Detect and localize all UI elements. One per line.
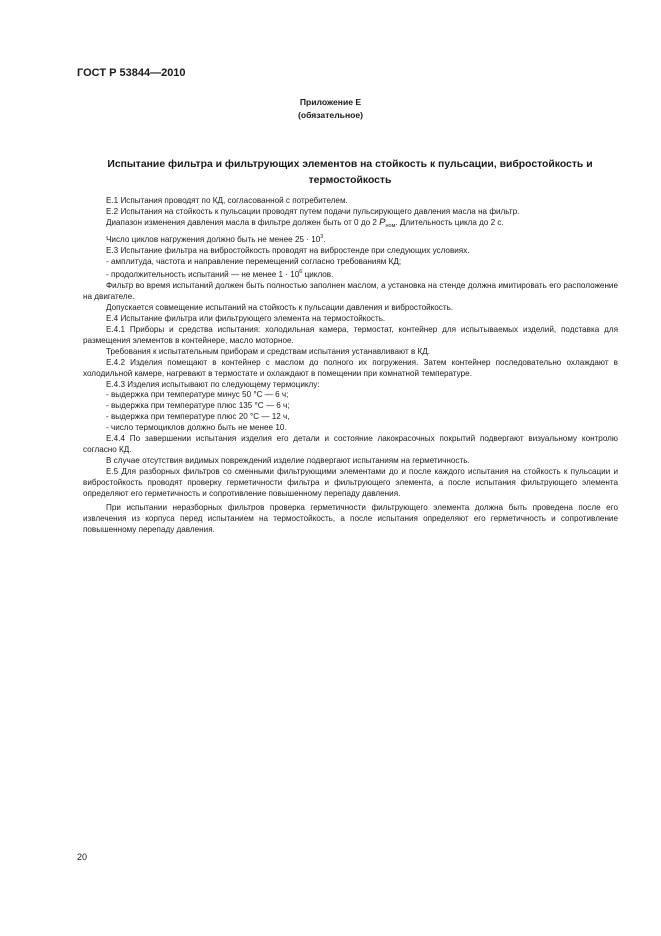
- paragraph: Е.4.4 По завершении испытания изделия его детали и состояние лакокрасочных покрытий подвергают визуальному контролю согласно КД.: [83, 434, 618, 454]
- list-item: - выдержка при температуре плюс 20 °С — 12 ч,: [106, 412, 290, 422]
- superscript: 3: [320, 233, 324, 240]
- text-run: . Длительность цикла до 2 с.: [395, 217, 504, 227]
- paragraph: Е.3 Испытание фильтра на вибростойкость проводят на вибростенде при следующих условиях.: [106, 245, 470, 255]
- text-run: Число циклов нагружения должно быть не менее 25 · 10: [106, 234, 321, 244]
- paragraph: Е.4.1 Приборы и средства испытания: холодильная камера, термостат, контейнер для испытываемых изделий, подставка для размещения элементов в контейнере, масло моторное.: [83, 324, 618, 345]
- appendix-label: Приложение Е: [299, 97, 362, 107]
- body-text: [83, 196, 618, 536]
- paragraph: При испытании неразборных фильтров проверка герметичности фильтрующего элемента должна быть проведена после его извлечения из корпуса перед испытанием на термостойкость, а после испытания определяют его герметичность и сопротивление повышенному перепаду давления.: [83, 503, 618, 535]
- appendix-status: (обязательное): [297, 110, 364, 120]
- paragraph: Е.5 Для разборных фильтров со сменными фильтрующими элементами до и после каждого испытания на стойкость к пульсации и вибростойкость проводят проверку герметичности фильтра и фильтрующего элемента, а после испытания фильтрующего элемента определяют его герметичность и сопротивление повышенному перепаду давления.: [83, 466, 618, 498]
- text-run: циклов.: [302, 270, 334, 280]
- paragraph: В случае отсутствия видимых повреждений изделие подвергают испытаниям на герметичность.: [106, 455, 470, 465]
- list-item: [83, 267, 618, 281]
- section-title: Испытание фильтра и фильтрующих элементов на стойкость к пульсации, вибростойкость и термостойкость: [107, 159, 593, 186]
- list-item: - число термоциклов должно быть не менее 10.: [106, 423, 287, 433]
- list-item: - выдержка при температуре минус 50 °С — 6 ч;: [106, 390, 289, 400]
- page-number: 20: [77, 852, 88, 862]
- paragraph: Допускается совмещение испытаний на стойкость к пульсации давления и вибростойкость.: [106, 303, 454, 313]
- paragraph: Е.4.3 Изделия испытывают по следующему термоциклу:: [106, 379, 320, 389]
- list-item: - амплитуда, частота и направление перемещений согласно требованиям КД;: [106, 256, 402, 266]
- subscript: ном: [385, 222, 396, 229]
- text-run: .: [323, 234, 326, 244]
- paragraph: Требования к испытательным приборам и средствам испытания устанавливают в КД.: [106, 346, 431, 356]
- paragraph: [83, 232, 618, 246]
- list-item: - выдержка при температуре плюс 135 °С — 6 ч;: [106, 401, 290, 411]
- paragraph: [83, 218, 618, 232]
- paragraph: Фильтр во время испытаний должен быть полностью заполнен маслом, а установка на стенде должна имитировать его расположение на двигателе.: [83, 281, 618, 302]
- paragraph: Е.1 Испытания проводят по КД, согласованной с потребителем.: [106, 196, 348, 205]
- paragraph: Е.4 Испытание фильтра или фильтрующего элемента на термостойкость.: [106, 314, 386, 324]
- pressure-symbol: Р: [379, 216, 386, 228]
- superscript: 6: [299, 269, 303, 276]
- text-run: - продолжительность испытаний — не менее 1 · 10: [106, 270, 300, 280]
- paragraph: Е.4.2 Изделия помещают в контейнер с маслом до полного их погружения. Затем контейнер последовательно охлаждают в холодильной камере, нагревают в термостате и охлаждают в помещении при комнатной температуре.: [83, 357, 618, 378]
- document-code-header: ГОСТ Р 53844—2010: [77, 67, 186, 79]
- text-run: Диапазон изменения давления масла в фильтре должен быть от 0 до 2: [106, 217, 380, 227]
- paragraph: Е.2 Испытания на стойкость к пульсации проводят путем подачи пульсирующего давления масла на фильтр.: [106, 206, 520, 216]
